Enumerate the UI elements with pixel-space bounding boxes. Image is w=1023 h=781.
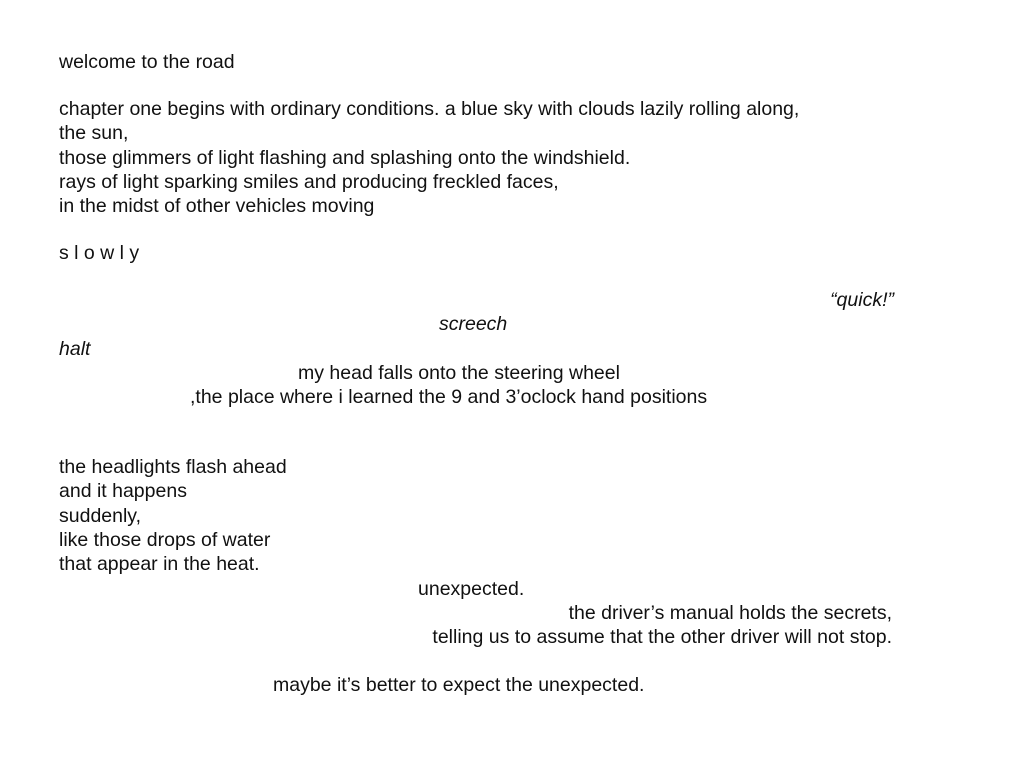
manual-line: the driver’s manual holds the secrets, <box>568 602 892 624</box>
stanza1-line-5: in the midst of other vehicles moving <box>59 195 375 217</box>
head-falls-line: my head falls onto the steering wheel <box>298 362 620 384</box>
poem-title: welcome to the road <box>59 51 235 73</box>
stanza2-line-2: and it happens <box>59 480 187 502</box>
assume-line: telling us to assume that the other driver will not stop. <box>432 626 892 648</box>
closing-line: maybe it’s better to expect the unexpected. <box>273 674 645 696</box>
stanza2-line-1: the headlights flash ahead <box>59 456 287 478</box>
slowly-line: s l o w l y <box>59 242 140 264</box>
stanza2-line-4: like those drops of water <box>59 529 271 551</box>
unexpected-line: unexpected. <box>418 578 525 600</box>
halt-line: halt <box>59 338 91 360</box>
stanza1-line-2: the sun, <box>59 122 129 144</box>
stanza2-line-5: that appear in the heat. <box>59 553 260 575</box>
stanza1-line-3: those glimmers of light flashing and splashing onto the windshield. <box>59 147 631 169</box>
screech-line: screech <box>439 313 508 335</box>
stanza1-line-1: chapter one begins with ordinary conditions. a blue sky with clouds lazily rolling along, <box>59 98 800 120</box>
hand-positions-line: ,the place where i learned the 9 and 3’oclock hand positions <box>190 386 708 408</box>
quick-line: “quick!” <box>830 289 894 311</box>
stanza1-line-4: rays of light sparking smiles and producing freckled faces, <box>59 171 559 193</box>
stanza2-line-3: suddenly, <box>59 505 142 527</box>
